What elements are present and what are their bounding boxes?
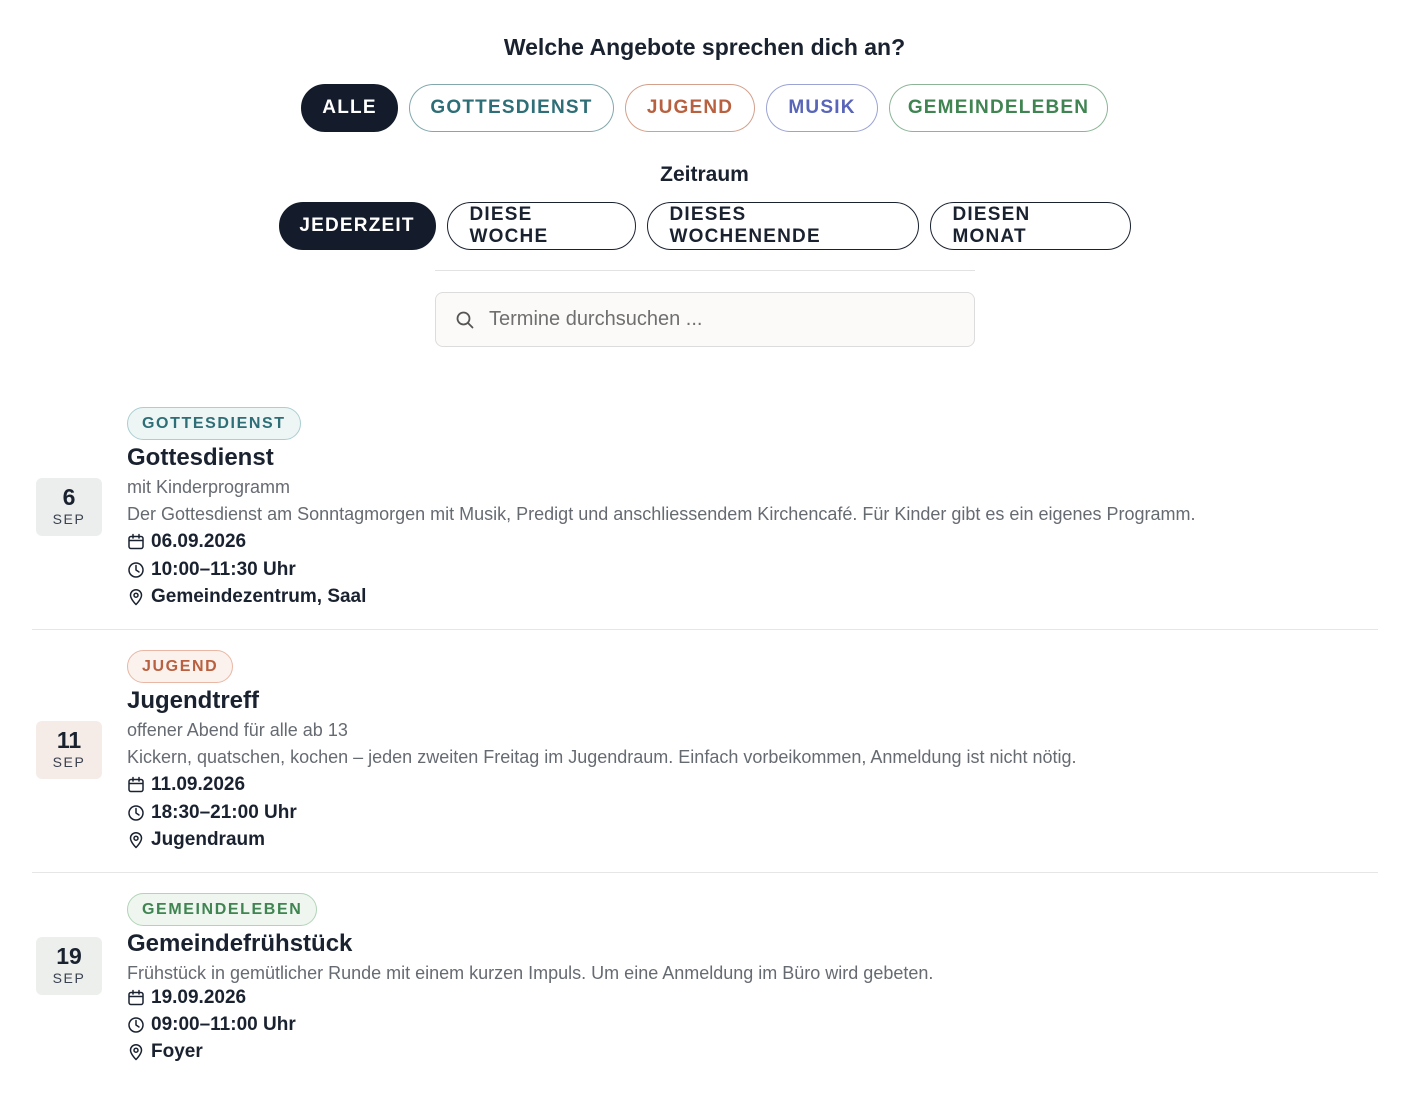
clock-icon xyxy=(127,561,151,579)
event-time-text: 18:30–21:00 Uhr xyxy=(151,802,297,823)
filter-heading: Welche Angebote sprechen dich an? xyxy=(503,34,906,60)
event-description: Kickern, quatschen, kochen – jeden zweiten Freitag im Jugendraum. Einfach vorbeikommen, Anmeldung ist nicht nötig. xyxy=(127,747,1077,767)
category-chip-gottesdienst[interactable]: GOTTESDIENST xyxy=(409,84,614,132)
event-description: Frühstück in gemütlicher Runde mit einem kurzen Impuls. Um eine Anmeldung im Büro wird gebeten. xyxy=(127,963,934,983)
event-date xyxy=(127,987,246,1009)
date-month: SEP xyxy=(52,970,86,986)
event-date xyxy=(127,531,246,553)
date-day: 6 xyxy=(62,484,76,510)
event-item[interactable] xyxy=(32,650,1378,875)
category-chip-gemeindeleben[interactable]: GEMEINDELEBEN xyxy=(889,84,1108,132)
event-location-text: Foyer xyxy=(151,1041,203,1062)
event-date-text: 11.09.2026 xyxy=(151,774,246,795)
date-day: 11 xyxy=(56,727,82,753)
event-title[interactable]: Jugendtreff xyxy=(127,687,259,714)
category-chip-jugend[interactable]: JUGEND xyxy=(625,84,755,132)
category-chip-alle[interactable]: ALLE xyxy=(301,84,398,132)
location-pin-icon xyxy=(127,588,151,606)
period-filter-row xyxy=(0,202,1409,250)
period-chip-dieses-wochenende[interactable]: DIESES WOCHENENDE xyxy=(647,202,919,250)
event-time xyxy=(127,802,297,824)
date-box xyxy=(36,721,102,779)
event-location-text: Jugendraum xyxy=(151,829,266,850)
category-filter-row xyxy=(0,84,1409,132)
event-date-text: 06.09.2026 xyxy=(151,531,247,552)
category-badge: GOTTESDIENST xyxy=(127,407,301,440)
event-divider xyxy=(32,629,1378,630)
date-box xyxy=(36,937,102,995)
event-date xyxy=(127,774,245,796)
date-month: SEP xyxy=(52,754,86,770)
calendar-icon xyxy=(127,776,151,794)
period-chip-diese-woche[interactable]: DIESE WOCHE xyxy=(447,202,636,250)
calendar-icon xyxy=(127,533,151,551)
event-location xyxy=(127,1041,203,1063)
event-item[interactable] xyxy=(32,407,1378,632)
period-chip-jederzeit[interactable]: JEDERZEIT xyxy=(279,202,436,250)
event-location xyxy=(127,829,265,851)
period-heading: Zeitraum xyxy=(660,163,749,186)
date-day: 19 xyxy=(56,943,82,969)
location-pin-icon xyxy=(127,831,151,849)
event-time xyxy=(127,1014,296,1036)
event-time-text: 09:00–11:00 Uhr xyxy=(151,1014,296,1035)
category-badge: JUGEND xyxy=(127,650,233,683)
clock-icon xyxy=(127,804,151,822)
event-location xyxy=(127,586,366,608)
event-location-text: Gemeindezentrum, Saal xyxy=(151,586,367,607)
event-item[interactable] xyxy=(32,893,1378,1118)
date-box xyxy=(36,478,102,536)
clock-icon xyxy=(127,1016,151,1034)
event-description: Der Gottesdienst am Sonntagmorgen mit Musik, Predigt und anschliessendem Kirchencafé. Für Kinder gibt es ein eigenes Programm. xyxy=(127,504,1196,524)
search-box[interactable] xyxy=(435,292,975,347)
divider xyxy=(435,270,975,271)
search-input[interactable] xyxy=(487,307,951,332)
category-chip-musik[interactable]: MUSIK xyxy=(766,84,878,132)
event-title[interactable]: Gottesdienst xyxy=(127,444,274,471)
event-subtitle: mit Kinderprogramm xyxy=(127,477,291,497)
search-icon xyxy=(455,310,475,330)
event-time-text: 10:00–11:30 Uhr xyxy=(151,559,296,580)
period-chip-diesen-monat[interactable]: DIESEN MONAT xyxy=(930,202,1131,250)
event-title[interactable]: Gemeindefrühstück xyxy=(127,930,353,957)
location-pin-icon xyxy=(127,1043,151,1061)
calendar-icon xyxy=(127,989,151,1007)
event-time xyxy=(127,559,296,581)
category-badge: GEMEINDELEBEN xyxy=(127,893,317,926)
event-divider xyxy=(32,872,1378,873)
event-date-text: 19.09.2026 xyxy=(151,987,247,1008)
date-month: SEP xyxy=(52,511,86,527)
event-subtitle: offener Abend für alle ab 13 xyxy=(127,720,348,740)
